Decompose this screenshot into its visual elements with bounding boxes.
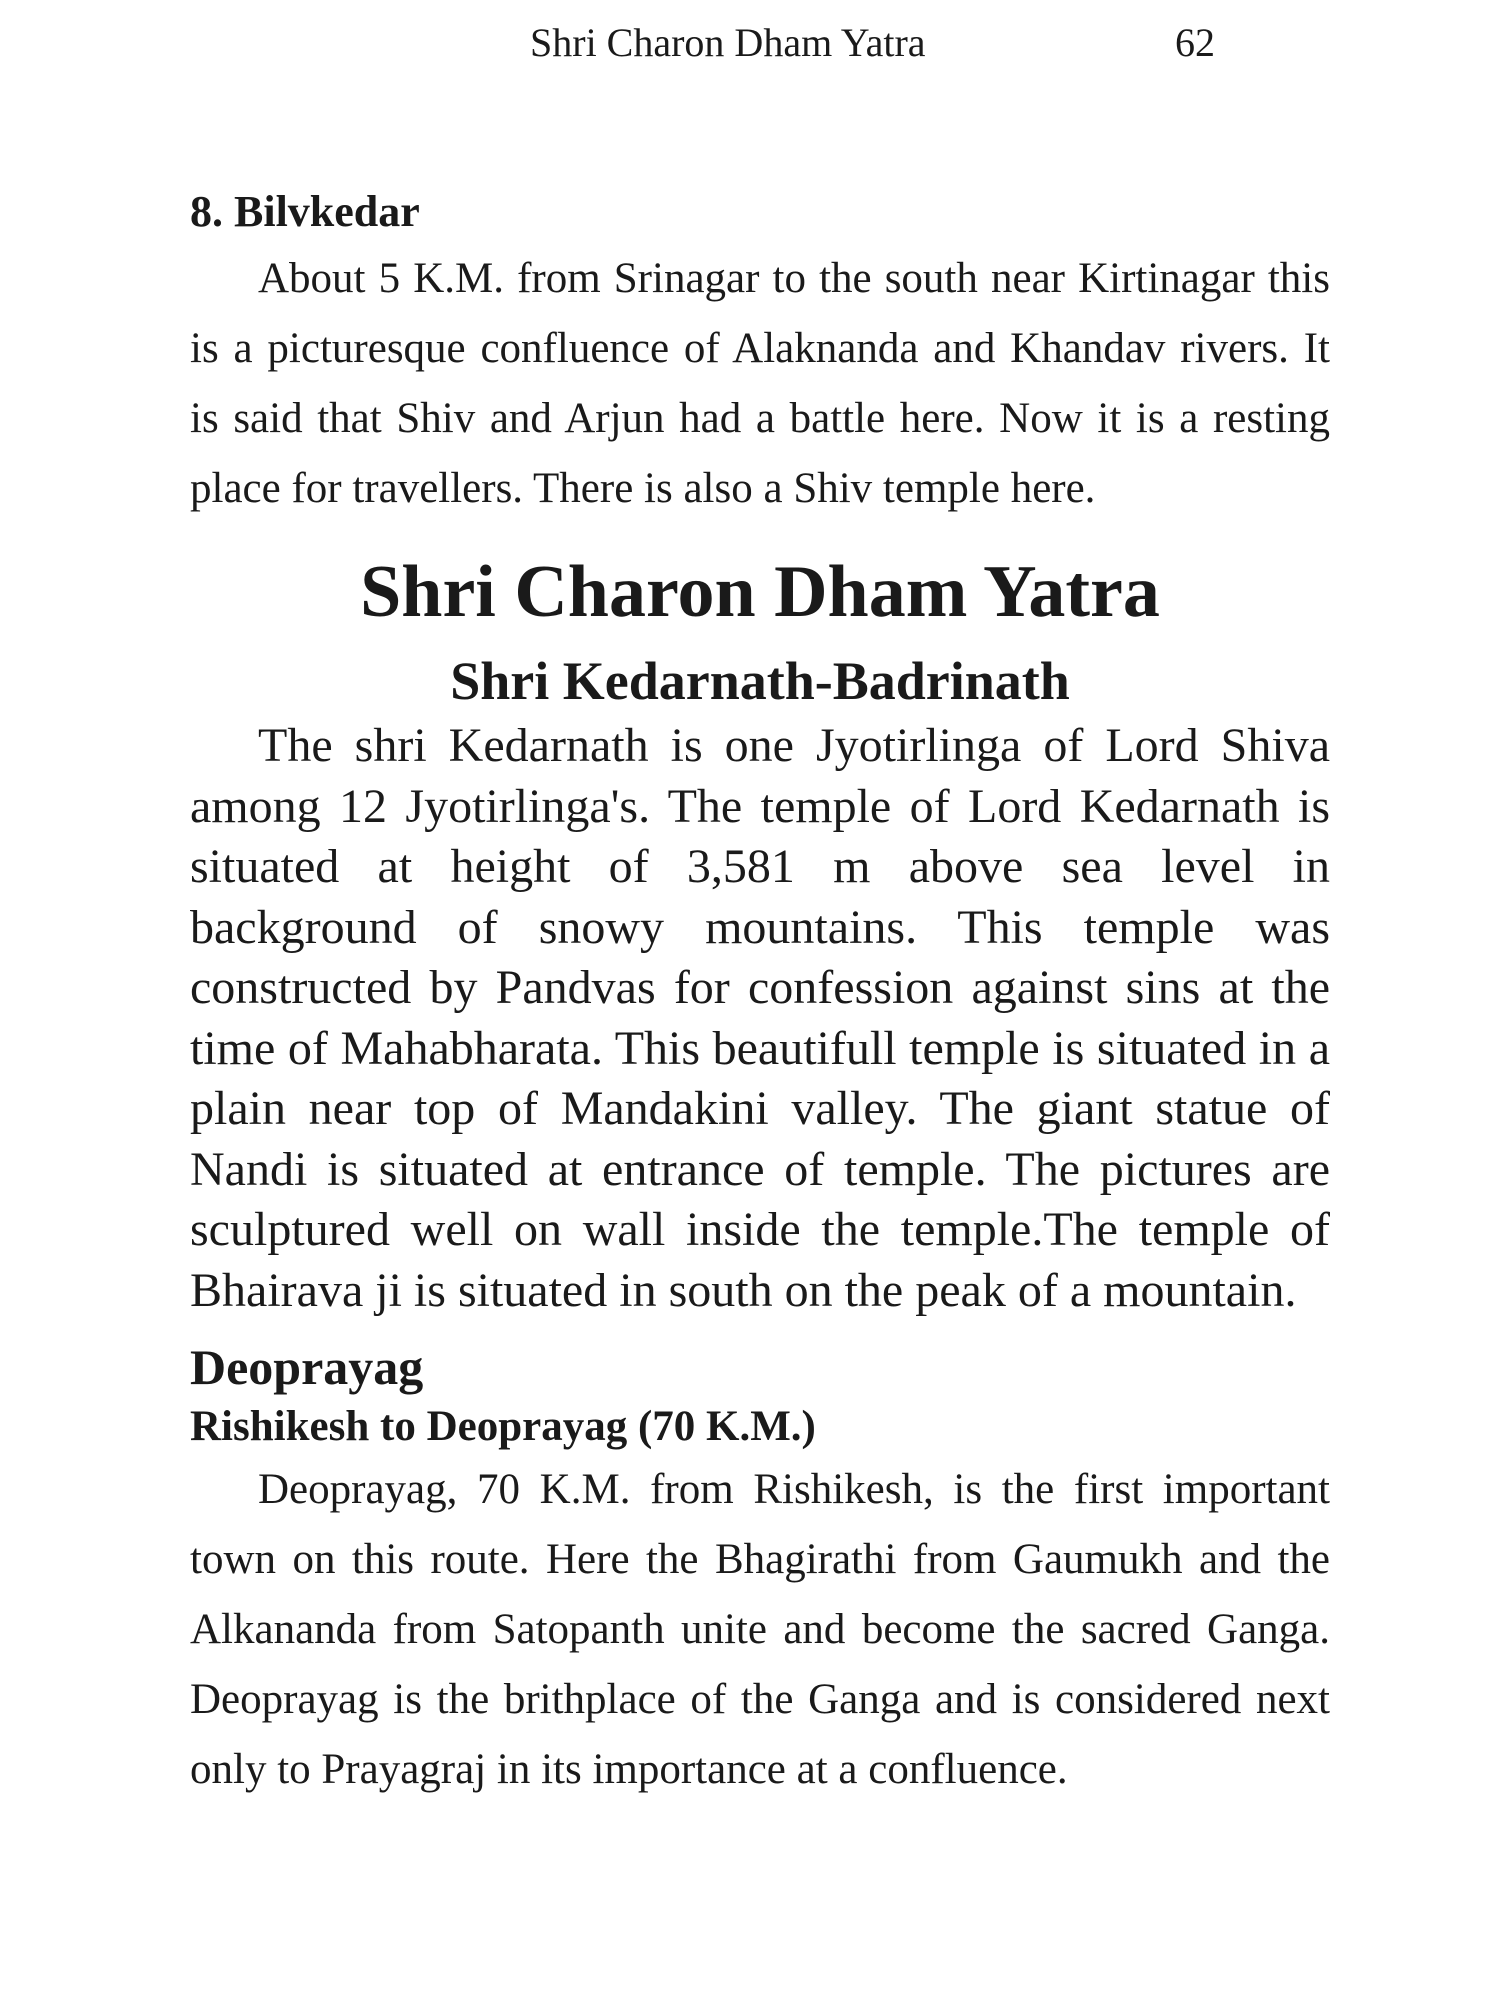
- page-content: [190, 180, 1330, 1805]
- chapter-subtitle: Shri Kedarnath-Badrinath: [450, 651, 1070, 711]
- kedarnath-paragraph: The shri Kedarnath is one Jyotirlinga of Lord Shiva among 12 Jyotirlinga's. The temple of Lord Kedarnath is situated at height of 3,581 m above sea level in background of snowy mountains. This temple was constructed by Pandvas for confession against sins at the time of Mahabharata. This beautifull temple is situated in a plain near top of Mandakini valley. The giant statue of Nandi is situated at entrance of temple. The pictures are sculptured well on wall inside the temple.The temple of Bhairava ji is situated in south on the peak of a mountain.: [190, 719, 1330, 1317]
- page-number: 62: [1175, 20, 1215, 65]
- deoprayag-heading: Deoprayag: [190, 1339, 424, 1395]
- bilvkedar-heading: 8. Bilvkedar: [190, 187, 420, 236]
- bilvkedar-paragraph: About 5 K.M. from Srinagar to the south near Kirtinagar this is a picturesque confluence of Alaknanda and Khandav rivers. It is said that Shiv and Arjun had a battle here. Now it is a resting place for travellers. There is also a Shiv temple here.: [190, 255, 1330, 512]
- deoprayag-route: Rishikesh to Deoprayag (70 K.M.): [190, 1403, 816, 1450]
- running-title: Shri Charon Dham Yatra: [530, 20, 926, 65]
- chapter-title: Shri Charon Dham Yatra: [360, 551, 1160, 633]
- deoprayag-paragraph: Deoprayag, 70 K.M. from Rishikesh, is the first important town on this route. Here the Bhagirathi from Gaumukh and the Alkananda from Satopanth unite and become the sacred Ganga. Deoprayag is the brithplace of the Ganga and is considered next only to Prayagraj in its importance at a confluence.: [190, 1466, 1330, 1793]
